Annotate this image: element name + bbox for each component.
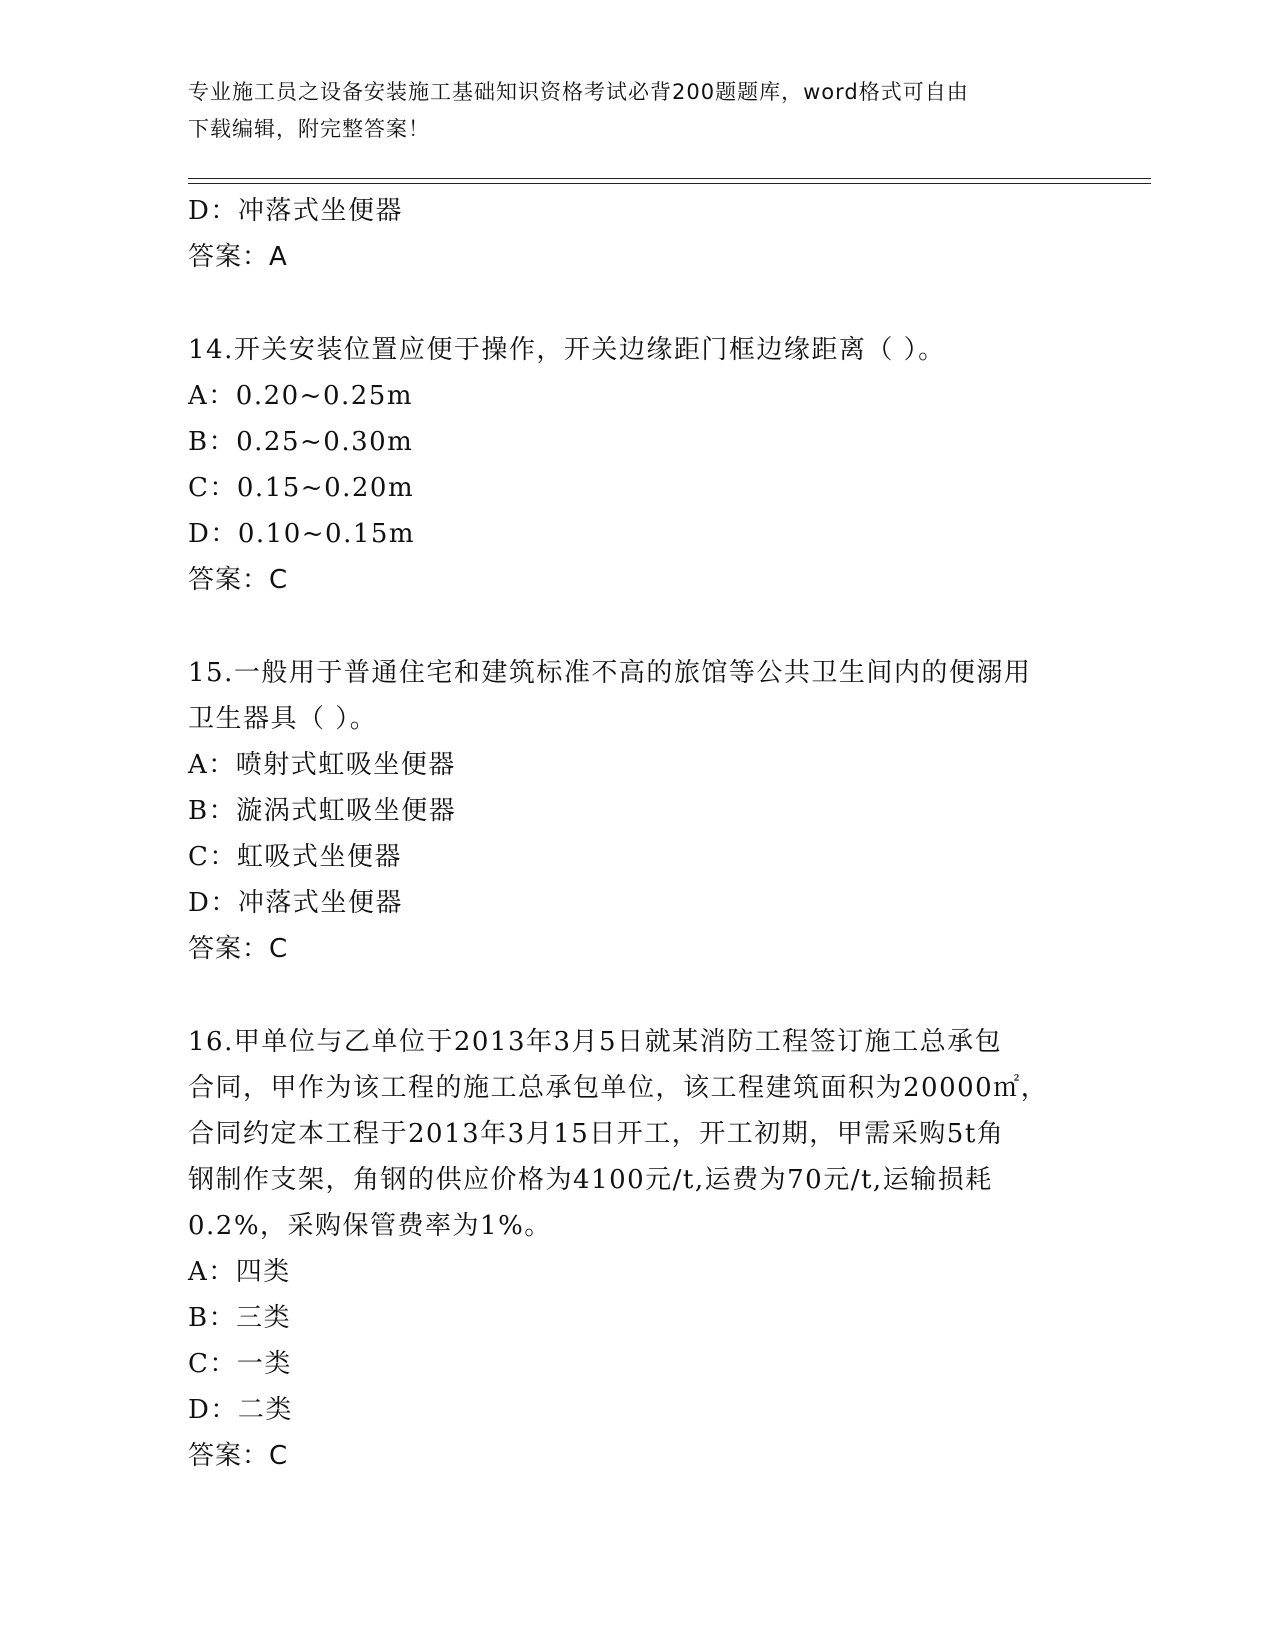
spacer — [188, 603, 1088, 650]
option-b: B：三类 — [188, 1303, 292, 1333]
question-stem-line-4: 钢制作支架，角钢的供应价格为4100元/t,运费为70元/t,运输损耗 — [188, 1165, 993, 1195]
header-line-2: 下载编辑，附完整答案！ — [188, 117, 430, 141]
question-16 — [188, 1019, 1088, 1479]
option-b: B：0.25~0.30m — [188, 427, 414, 457]
document-header — [188, 74, 1088, 148]
question-stem: 14.开关安装位置应便于操作，开关边缘距门框边缘距离（ ）。 — [188, 335, 946, 365]
option-d: D：0.10~0.15m — [188, 519, 416, 549]
header-line-1: 专业施工员之设备安装施工基础知识资格考试必背200题题库，word格式可自由 — [188, 80, 969, 104]
question-14 — [188, 327, 1088, 603]
document-body — [188, 188, 1088, 1479]
option-b: B：漩涡式虹吸坐便器 — [188, 796, 457, 826]
question-stem-line-1: 15.一般用于普通住宅和建筑标准不高的旅馆等公共卫生间内的便溺用 — [188, 658, 1032, 688]
answer-line: 答案：C — [188, 1441, 289, 1471]
question-13-fragment — [188, 188, 1088, 280]
option-d: D：冲落式坐便器 — [188, 888, 403, 918]
question-stem-line-5: 0.2%，采购保管费率为1%。 — [188, 1211, 552, 1241]
spacer — [188, 972, 1088, 1019]
question-stem-line-2: 合同，甲作为该工程的施工总承包单位，该工程建筑面积为20000㎡， — [188, 1073, 1049, 1103]
header-divider-top — [188, 178, 1151, 179]
option-c: C：0.15~0.20m — [188, 473, 415, 503]
option-a: A：0.20~0.25m — [188, 381, 413, 411]
spacer — [188, 280, 1088, 327]
option-d: D：二类 — [188, 1395, 293, 1425]
answer-line: 答案：C — [188, 565, 289, 595]
header-divider-bottom — [188, 183, 1151, 184]
option-a: A：四类 — [188, 1257, 291, 1287]
question-stem-line-2: 卫生器具（ ）。 — [188, 704, 378, 734]
question-stem-line-1: 16.甲单位与乙单位于2013年3月5日就某消防工程签订施工总承包 — [188, 1027, 1003, 1057]
answer-line: 答案：C — [188, 934, 289, 964]
option-a: A：喷射式虹吸坐便器 — [188, 750, 456, 780]
option-d: D：冲落式坐便器 — [188, 196, 403, 226]
question-stem-line-3: 合同约定本工程于2013年3月15日开工，开工初期，甲需采购5t角 — [188, 1119, 1005, 1149]
option-c: C：虹吸式坐便器 — [188, 842, 402, 872]
answer-line: 答案：A — [188, 242, 288, 272]
option-c: C：一类 — [188, 1349, 292, 1379]
question-15 — [188, 650, 1088, 972]
